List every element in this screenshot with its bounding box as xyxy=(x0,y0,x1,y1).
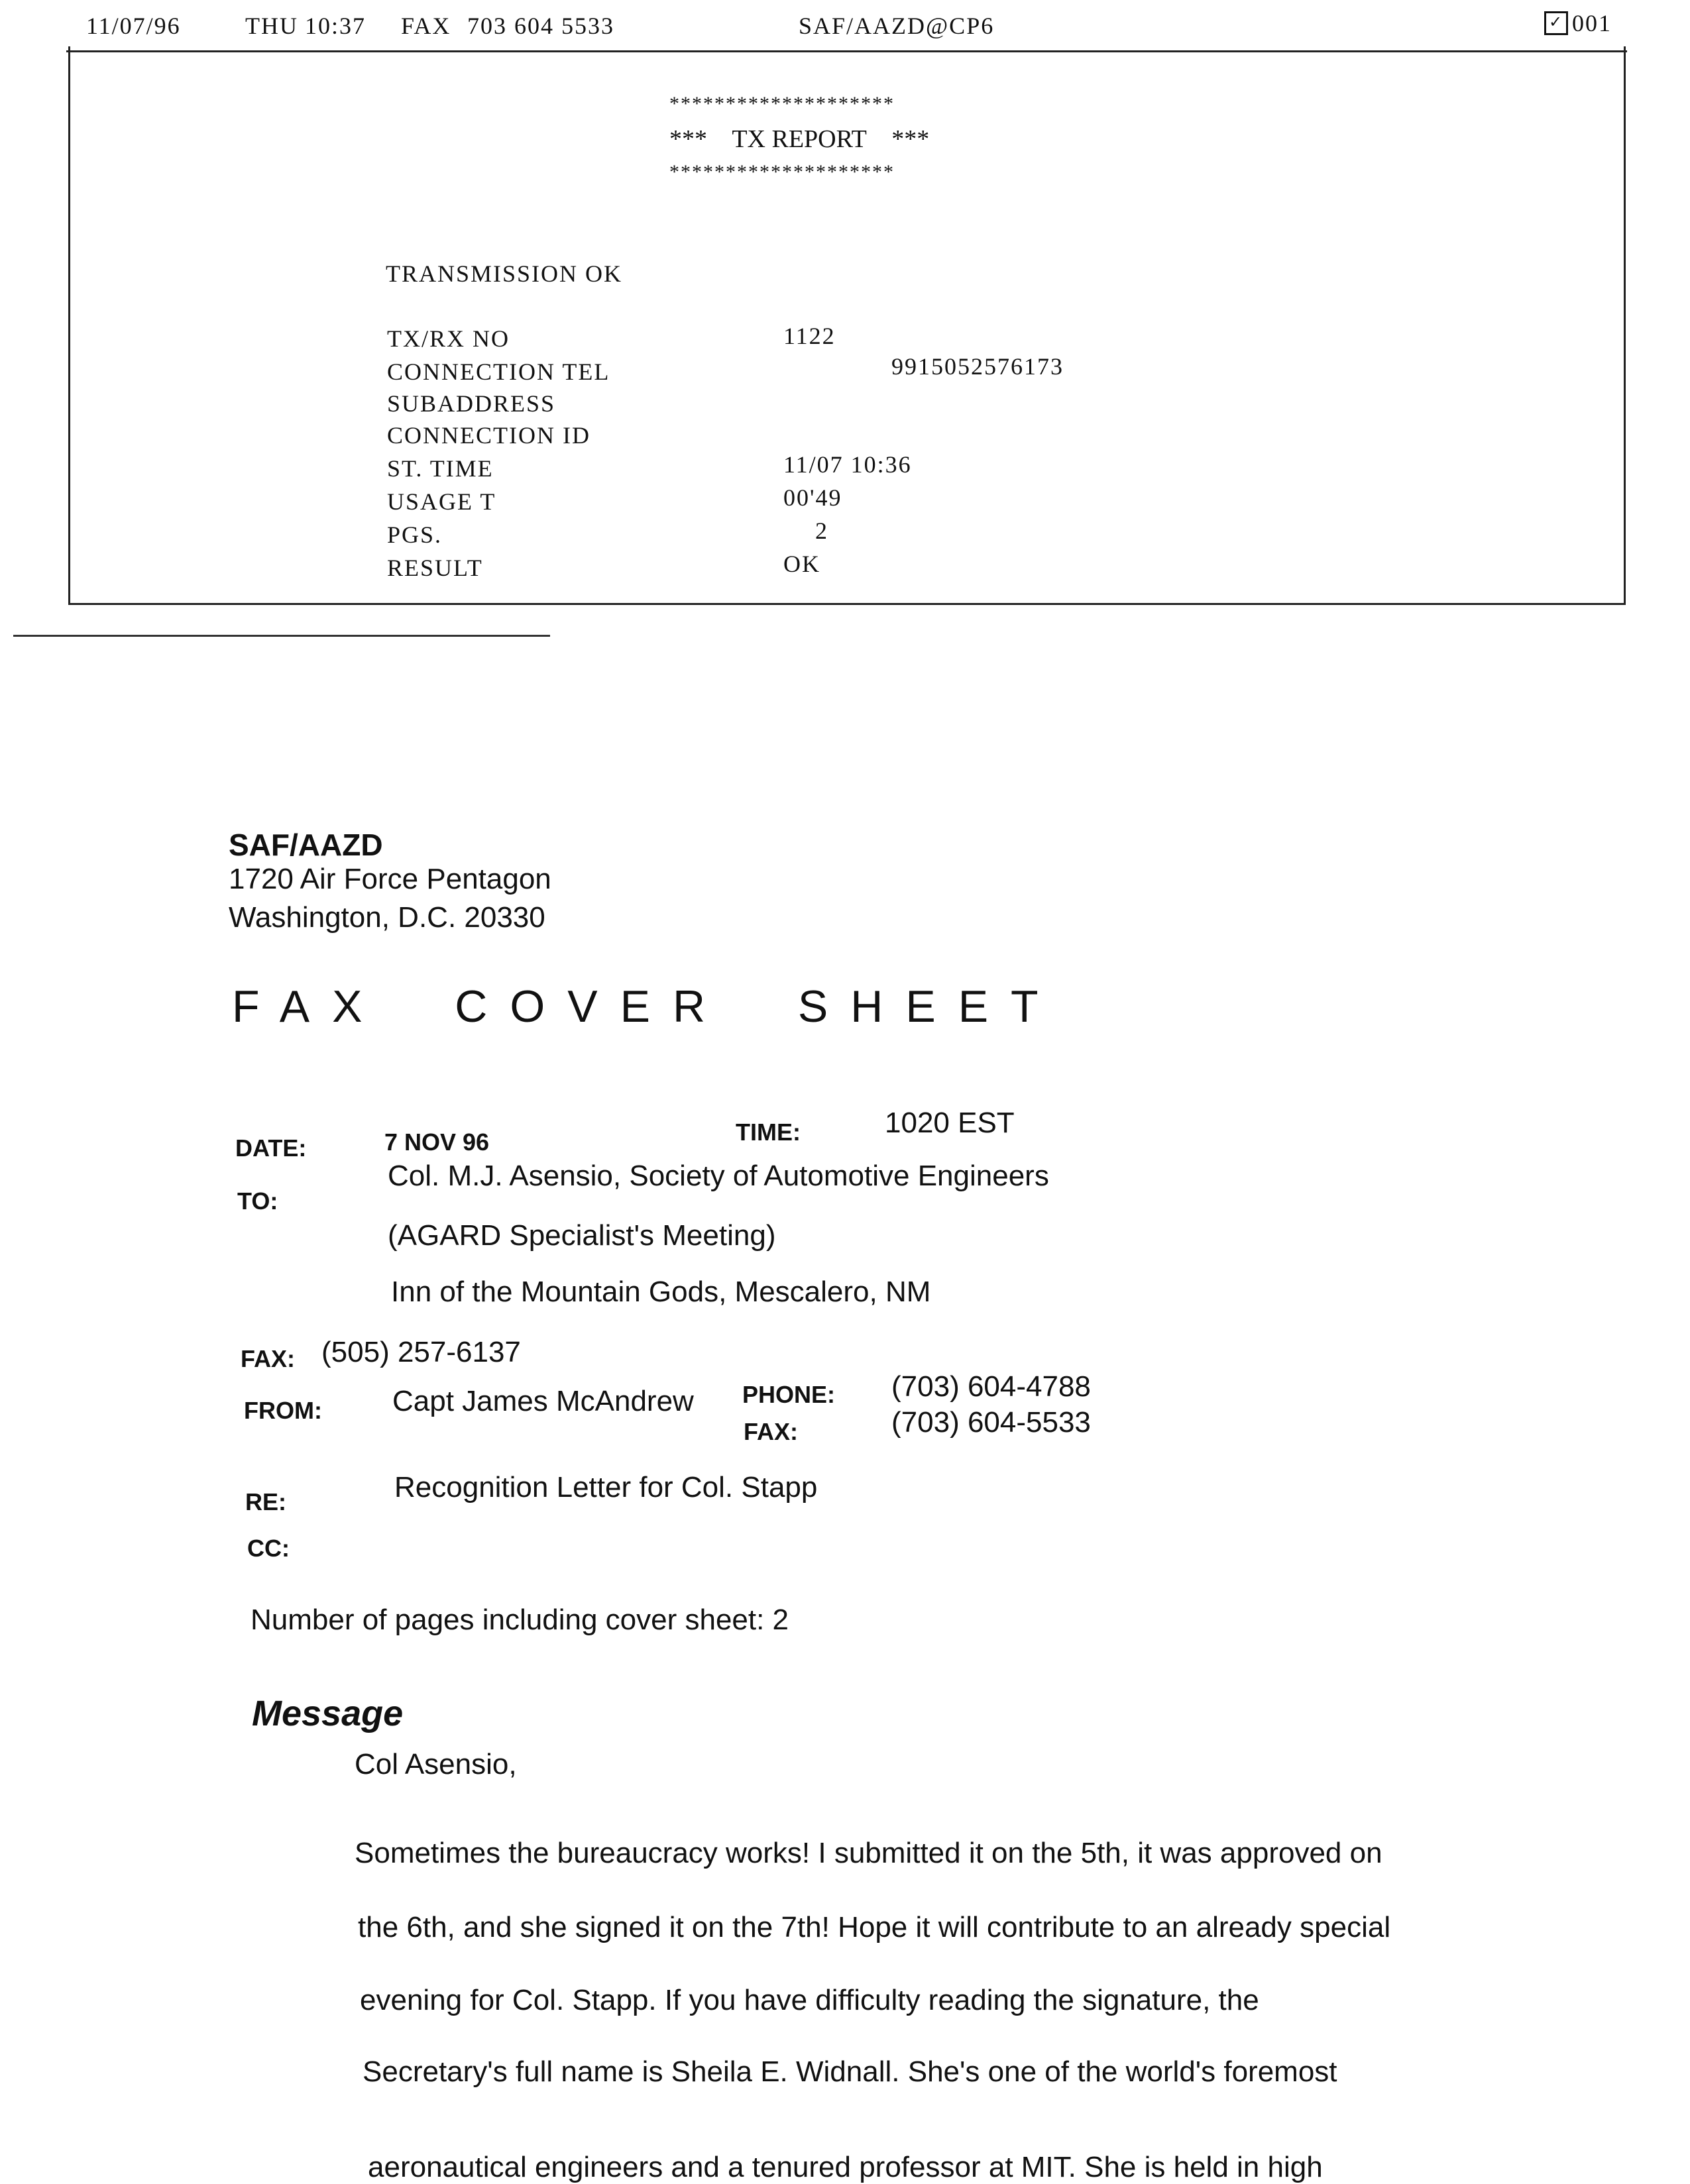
from-label: FROM: xyxy=(244,1397,322,1424)
tx-field-value: 2 xyxy=(815,518,828,544)
checkbox-icon: ✓ xyxy=(1544,11,1568,35)
message-line: Secretary's full name is Sheila E. Widnall. She's one of the world's foremost xyxy=(363,2055,1337,2088)
tx-field-label: CONNECTION TEL xyxy=(387,358,610,385)
message-line-cut-off xyxy=(368,2151,1564,2183)
phone-value: (703) 604-4788 xyxy=(891,1370,1091,1403)
to-line1: Col. M.J. Asensio, Society of Automotive Engineers xyxy=(388,1160,1049,1192)
message-line: the 6th, and she signed it on the 7th! Hope it will contribute to an already special xyxy=(358,1911,1391,1943)
tx-field-label: SUBADDRESS xyxy=(387,390,556,417)
tx-field-value: 00'49 xyxy=(783,484,842,511)
tx-report-title: *** TX REPORT *** xyxy=(669,125,930,153)
fax-header-fax-label: FAX xyxy=(401,13,451,39)
tx-field-label: CONNECTION ID xyxy=(387,422,591,449)
message-salutation: Col Asensio, xyxy=(355,1748,517,1780)
sender-address-line1: 1720 Air Force Pentagon xyxy=(229,863,551,895)
from-value: Capt James McAndrew xyxy=(392,1385,694,1417)
tx-report-stars-top: ******************** xyxy=(669,93,895,115)
time-value: 1020 EST xyxy=(885,1107,1015,1139)
fax-header-time: 10:37 xyxy=(305,13,366,39)
page-count-text: Number of pages including cover sheet: 2 xyxy=(251,1604,789,1636)
from-fax-value: (703) 604-5533 xyxy=(891,1406,1091,1439)
page-separator xyxy=(13,635,550,637)
tx-field-value: 1122 xyxy=(783,323,836,349)
tx-field-value: 9915052576173 xyxy=(891,353,1064,380)
re-label: RE: xyxy=(245,1488,286,1515)
to-line3: Inn of the Mountain Gods, Mescalero, NM xyxy=(391,1276,931,1308)
date-value: 7 NOV 96 xyxy=(384,1128,490,1156)
tx-report-status: TRANSMISSION OK xyxy=(386,260,623,287)
page-counter xyxy=(1544,9,1612,38)
fax-value: (505) 257-6137 xyxy=(321,1336,521,1368)
fax-label: FAX: xyxy=(241,1345,296,1372)
date-label: DATE: xyxy=(235,1134,307,1162)
fax-header-day: THU xyxy=(245,13,298,39)
tx-field-label: TX/RX NO xyxy=(387,325,510,352)
re-value: Recognition Letter for Col. Stapp xyxy=(394,1471,818,1503)
sender-organization: SAF/AAZD xyxy=(229,828,383,862)
sender-address-line2: Washington, D.C. 20330 xyxy=(229,901,545,934)
fax-header-sender-id: SAF/AAZD@CP6 xyxy=(799,13,995,39)
message-line: Sometimes the bureaucracy works! I submitted it on the 5th, it was approved on xyxy=(355,1837,1382,1869)
message-heading: Message xyxy=(252,1694,404,1733)
page-title: FAX COVER SHEET xyxy=(232,981,1061,1032)
tx-field-value: 11/07 10:36 xyxy=(783,451,912,478)
tx-field-label: USAGE T xyxy=(387,488,496,515)
to-line2: (AGARD Specialist's Meeting) xyxy=(388,1219,776,1252)
time-label: TIME: xyxy=(736,1119,801,1146)
phone-label: PHONE: xyxy=(742,1381,836,1408)
message-line: aeronautical engineers and a tenured professor at MIT. She is held in high xyxy=(368,2151,1323,2183)
cc-label: CC: xyxy=(247,1535,290,1562)
page-counter-value: 001 xyxy=(1572,10,1612,36)
fax-header-fax-number: 703 604 5533 xyxy=(467,13,614,39)
tx-field-label: ST. TIME xyxy=(387,455,494,482)
fax-header-date: 11/07/96 xyxy=(86,13,181,39)
from-fax-label: FAX: xyxy=(744,1418,799,1445)
tx-field-value: OK xyxy=(783,551,820,577)
to-label: TO: xyxy=(237,1187,278,1215)
message-line: evening for Col. Stapp. If you have difficulty reading the signature, the xyxy=(360,1984,1259,2016)
tx-field-label: RESULT xyxy=(387,555,483,581)
tx-report-stars-bottom: ******************** xyxy=(669,161,895,183)
tx-field-label: PGS. xyxy=(387,521,443,548)
